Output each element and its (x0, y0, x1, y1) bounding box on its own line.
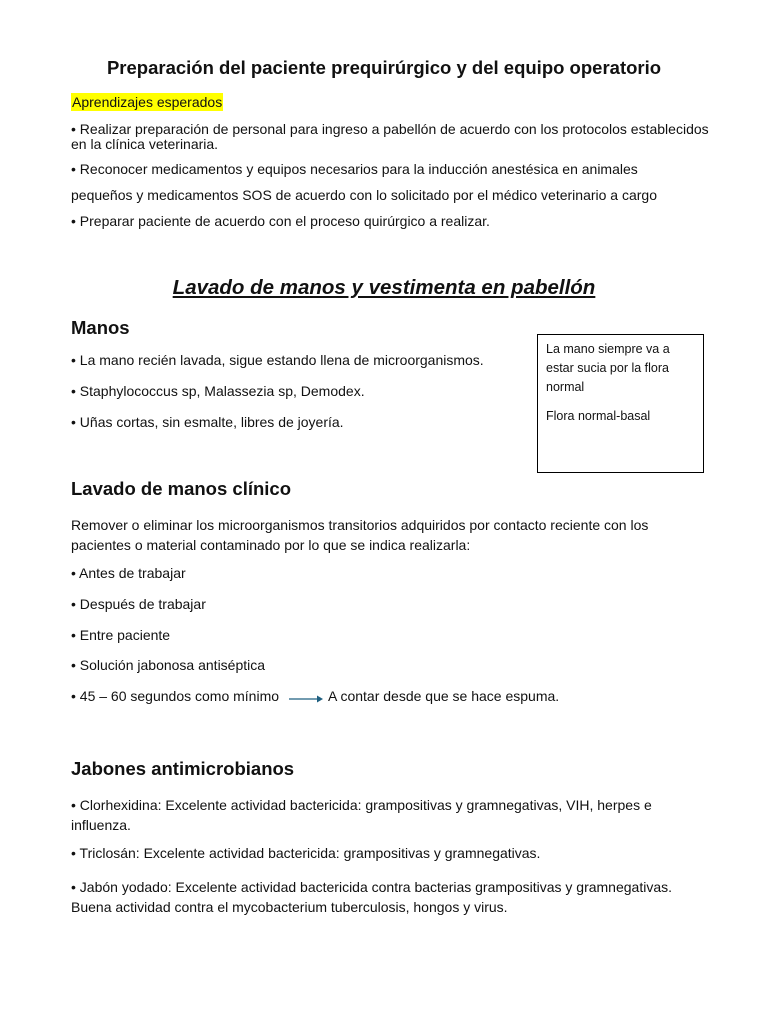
note-line-2: Flora normal-basal (546, 409, 651, 423)
lavado-item-3: • Entre paciente (71, 627, 171, 643)
jabones-item-1: • Clorhexidina: Excelente actividad bactericida: grampositivas y gramnegativas, VIH, herpes e influenza. (71, 797, 652, 833)
jabones-heading: Jabones antimicrobianos (71, 758, 295, 779)
learning-item-2b: pequeños y medicamentos SOS de acuerdo con lo solicitado por el médico veterinario a cargo (71, 187, 657, 203)
arrow-right-icon (289, 693, 325, 705)
section-title: Lavado de manos y vestimenta en pabellón (172, 276, 596, 299)
lavado-item-2: • Después de trabajar (71, 596, 206, 612)
lavado-clinico-heading: Lavado de manos clínico (71, 478, 292, 499)
learning-item-1: • Realizar preparación de personal para ingreso a pabellón de acuerdo con los protocolos establecidos en la clínica veterinaria. (71, 121, 709, 152)
learning-item-2a: • Reconocer medicamentos y equipos necesarios para la inducción anestésica en animales (71, 161, 638, 177)
lavado-clinico-intro: Remover o eliminar los microorganismos transitorios adquiridos por contacto reciente con los pacientes o material contaminado por lo que se indica realizarla: (71, 517, 649, 553)
lavado-time-note: A contar desde que se hace espuma. (328, 688, 560, 704)
lavado-item-5: • 45 – 60 segundos como mínimo (71, 688, 280, 704)
document-title: Preparación del paciente prequirúrgico y del equipo operatorio (106, 57, 662, 78)
learning-heading: Aprendizajes esperados (72, 94, 223, 110)
note-line-1: La mano siempre va a estar sucia por la flora normal (546, 342, 670, 394)
manos-item-1: • La mano recién lavada, sigue estando llena de microorganismos. (71, 352, 484, 368)
lavado-item-4: • Solución jabonosa antiséptica (71, 657, 266, 673)
jabones-item-3: • Jabón yodado: Excelente actividad bactericida contra bacterias grampositivas y gramnegativas. Buena actividad contra el mycobacterium tuberculosis, hongos y virus. (71, 879, 673, 915)
manos-item-3: • Uñas cortas, sin esmalte, libres de joyería. (71, 414, 344, 430)
note-box (537, 334, 704, 473)
manos-item-2: • Staphylococcus sp, Malassezia sp, Demodex. (71, 383, 365, 399)
learning-item-3: • Preparar paciente de acuerdo con el proceso quirúrgico a realizar. (71, 213, 490, 229)
lavado-item-1: • Antes de trabajar (71, 565, 186, 581)
manos-heading: Manos (71, 317, 130, 338)
jabones-item-2: • Triclosán: Excelente actividad bactericida: grampositivas y gramnegativas. (71, 845, 541, 861)
